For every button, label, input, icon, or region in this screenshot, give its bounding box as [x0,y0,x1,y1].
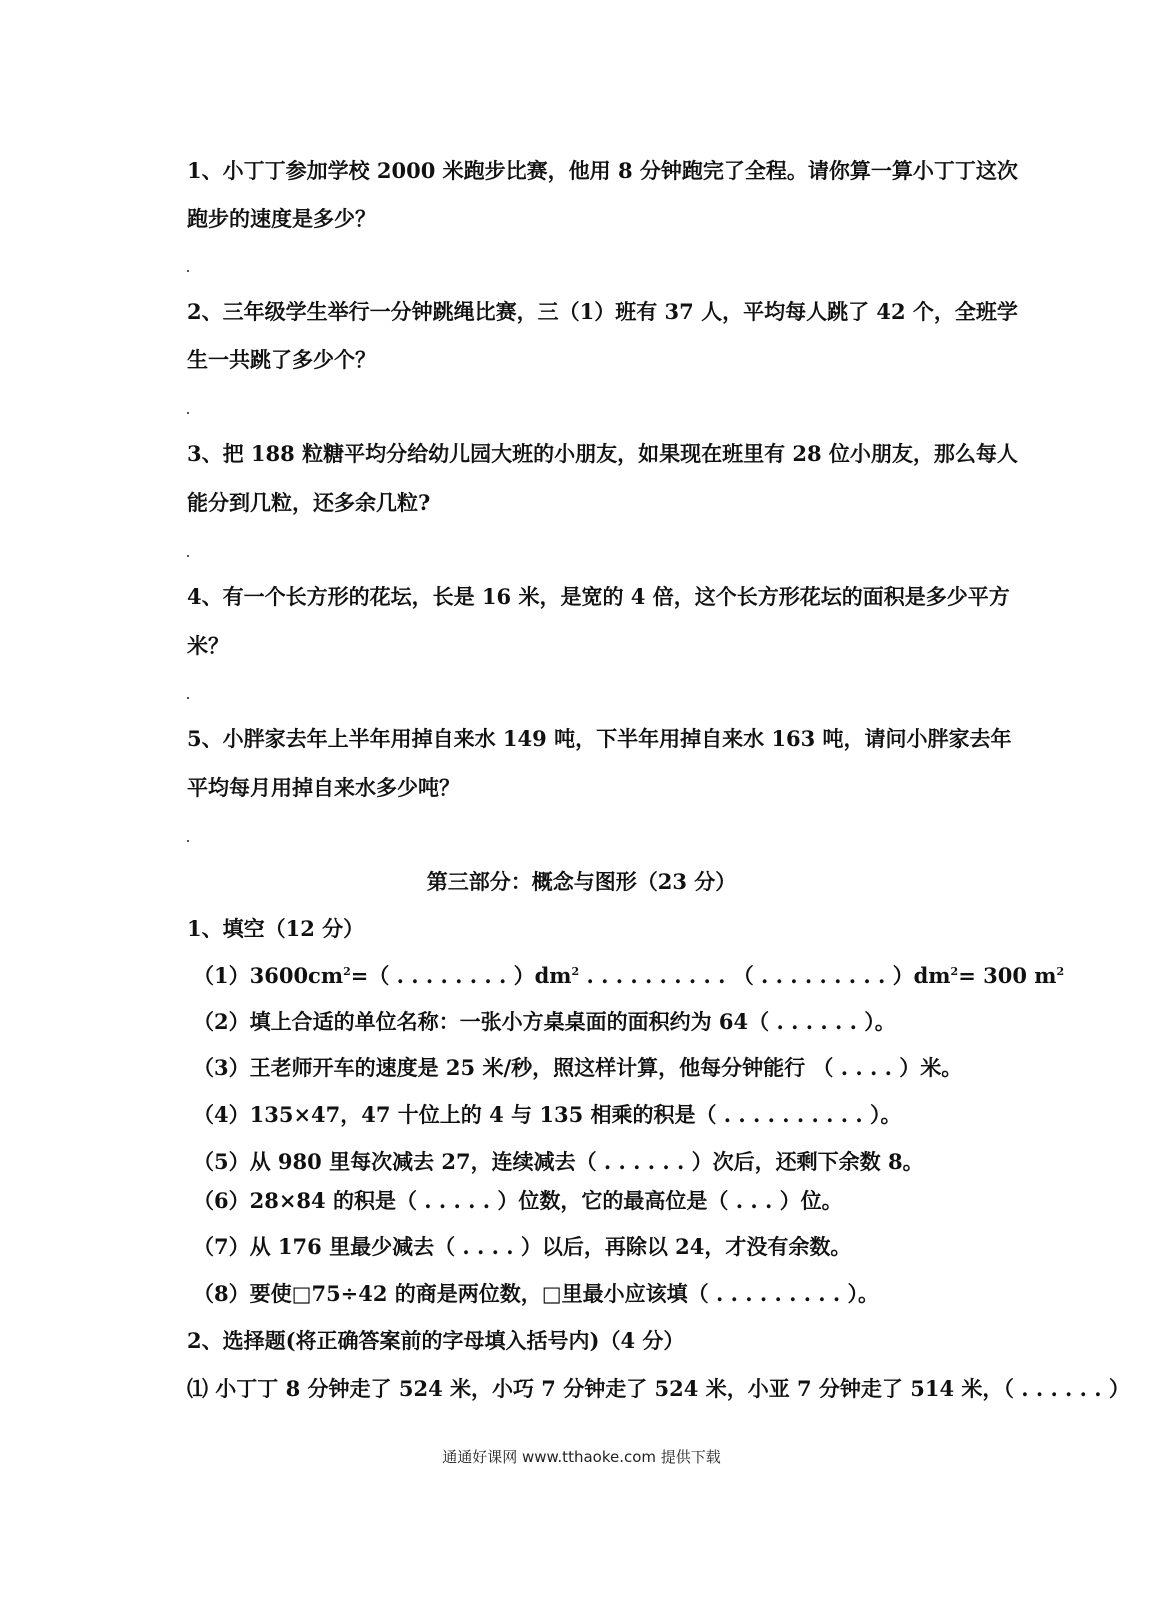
fill-item-6: （6）28×84 的积是（ . . . . . ）位数，它的最高位是（ . . . ）位。 [193,1188,843,1213]
problem-1-line-1: 1、小丁丁参加学校 2000 米跑步比赛，他用 8 分钟跑完了全程。请你算一算小丁丁这次 [187,158,1018,183]
problem-5-line-2: 平均每月用掉自来水多少吨？ [187,775,460,800]
choice-title: 2、选择题(将正确答案前的字母填入括号内)（4 分） [187,1328,685,1353]
fill-item-1-prefix: （1）3600cm [193,963,344,988]
fill-item-4: （4）135×47，47 十位上的 4 与 135 相乘的积是（ . . . . . . . . . . ）。 [193,1102,902,1127]
problem-4-line-1: 4、有一个长方形的花坛，长是 16 米，是宽的 4 倍，这个长方形花坛的面积是多少平方 [187,584,1010,609]
problem-4-line-2: 米？ [187,633,229,658]
problem-3-line-2: 能分到几粒，还多余几粒? [187,490,431,515]
fill-in-title: 1、填空（12 分） [187,916,365,941]
fill-item-1-end: = 300 m [958,963,1057,988]
fill-item-8: （8）要使□75÷42 的商是两位数，□里最小应该填（ . . . . . . . . . ）。 [193,1281,880,1306]
section-3-title: 第三部分：概念与图形（23 分） [426,869,737,894]
answer-space-marker [187,270,189,272]
choice-item-1: ⑴ 小丁丁 8 分钟走了 524 米，小巧 7 分钟走了 524 米，小亚 7 分钟走了 514 米，（ . . . . . . ） [187,1376,1130,1401]
answer-space-marker [187,697,189,699]
answer-space-marker [187,412,189,414]
problem-5-line-1: 5、小胖家去年上半年用掉自来水 149 吨，下半年用掉自来水 163 吨，请问小胖家去年 [187,726,1012,751]
problem-1-line-2: 跑步的速度是多少？ [187,206,376,231]
fill-item-7: （7）从 176 里最少减去（ . . . . ）以后，再除以 24，才没有余数。 [193,1234,852,1259]
fill-item-1-mid: =（ . . . . . . . . ）dm [350,963,572,988]
footer-source: 通通好课网 www.tthaoke.com 提供下载 [442,1448,721,1466]
fill-item-3: （3）王老师开车的速度是 25 米/秒，照这样计算，他每分钟能行 （ . . . . ）米。 [193,1055,963,1080]
superscript: 2 [571,965,580,978]
fill-item-2: （2）填上合适的单位名称：一张小方桌桌面的面积约为 64（ . . . . . . ）。 [193,1009,896,1034]
fill-item-5: （5）从 980 里每次减去 27，连续减去（ . . . . . . ）次后，还剩下余数 8。 [193,1149,924,1174]
superscript: 2 [343,965,351,978]
answer-space-marker [187,840,189,842]
fill-item-1-mid2: . . . . . . . . . . （ . . . . . . . . . ）dm [579,963,951,988]
problem-3-line-1: 3、把 188 粒糖平均分给幼儿园大班的小朋友，如果现在班里有 28 位小朋友，那么每人 [187,441,1018,466]
superscript: 2 [1056,965,1065,978]
fill-item-1 [193,962,1064,990]
superscript: 2 [950,965,959,978]
answer-space-marker [187,555,189,557]
problem-2-line-2: 生一共跳了多少个？ [187,347,376,372]
problem-2-line-1: 2、三年级学生举行一分钟跳绳比赛，三（1）班有 37 人，平均每人跳了 42 个，全班学 [187,299,1018,324]
